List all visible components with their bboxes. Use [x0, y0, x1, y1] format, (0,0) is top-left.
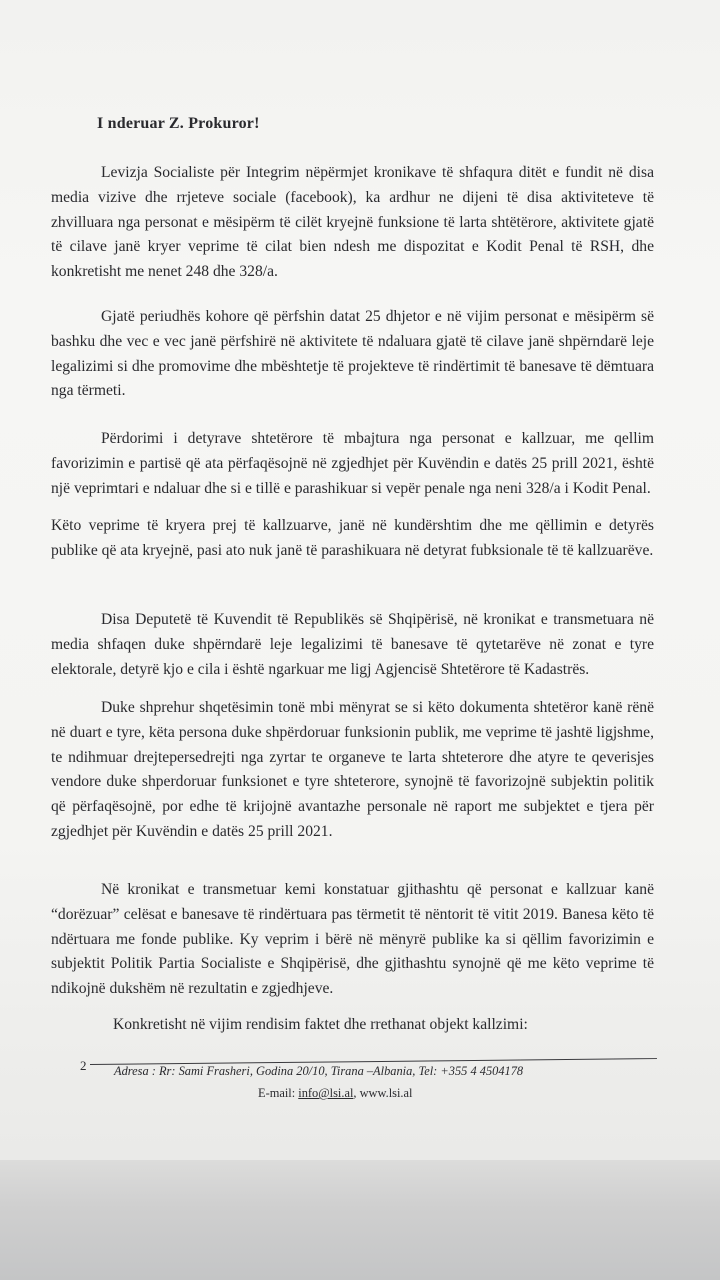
website-link[interactable]: www.lsi.al — [359, 1086, 413, 1100]
email-label: E-mail: — [258, 1086, 299, 1100]
paragraph-6: Duke shprehur shqetësimin tonë mbi mënyrat se si këto dokumenta shtetëror kanë rënë në duart e tyre, këta persona duke shpërdoruar funksionin publik, me veprime të jashtë ligjshme, te ndihmuar drejtepersedrejti nga zyrtar te organeve te larta shteterore dhe atyre te qeverisjes vendore duke shperdoruar funksionet e tyre shteterore, synojnë të favorizojnë subjektin politik që përfaqësojnë, por edhe të krijojnë avantazhe personale në raport me subjektet e tjera për zgjedhjet për Kuvëndin e datës 25 prill 2021. — [51, 699, 654, 840]
contact-separator: , — [353, 1086, 360, 1100]
footer-contact — [258, 1086, 412, 1101]
paragraph-7: Në kronikat e transmetuar kemi konstatuar gjithashtu që personat e kallzuar kanë “dorëzuar” celësat e banesave të rindërtuara pas tërmetit të nëntorit të vitit 2019. Banesa këto të ndërtuara me fonde publike. Ky veprim i bërë në mënyrë publike ka si qëllim favorizimin e subjektit Politik Partia Socialiste e Shqipërisë, dhe gjithashtu synojnë që me këto veprime të ndikojnë dukshëm në rezultatin e zgjedhjeve. — [51, 881, 654, 998]
page-number: 2 — [80, 1058, 87, 1073]
paragraph-4: Këto veprime të kryera prej të kallzuarve, janë në kundërshtim dhe me qëllimin e detyrës publike që ata kryejnë, pasi ato nuk janë të parashikuara në detyrat fubksionale të të kallzuarëve. — [51, 517, 654, 559]
salutation: I nderuar Z. Prokuror! — [97, 115, 260, 132]
paragraph-1: Levizja Socialiste për Integrim nëpërmjet kronikave të shfaqura ditët e fundit në disa media vizive dhe rrjeteve sociale (facebook), ka ardhur ne dijeni të disa aktiviteteve të zhvilluara nga personat e mësipërm të cilët kryejnë funksione të larta shtëtërore, aktivitete gjatë të cilave janë kryer veprime të cilat bien ndesh me dispozitat e Kodit Penal të RSH, dhe konkretisht me nenet 248 dhe 328/a. — [51, 164, 654, 281]
footer-address: Adresa : Rr: Sami Frasheri, Godina 20/10, Tirana –Albania, Tel: +355 4 4504178 — [114, 1064, 524, 1078]
paragraph-8: Konkretisht në vijim rendisim faktet dhe rrethanat objekt kallzimi: — [113, 1016, 528, 1033]
paragraph-2: Gjatë periudhës kohore që përfshin datat 25 dhjetor e në vijim personat e mësipërm së bashku dhe vec e vec janë përfshirë në aktivitete të ndaluara gjatë të cilave janë shpërndarë leje legalizimi si dhe promovime dhe mbështetje të projekteve të rindërtimit të banesave të dëmtuara nga tërmeti. — [51, 308, 654, 400]
paragraph-3: Përdorimi i detyrave shtetërore të mbajtura nga personat e kallzuar, me qellim favorizimin e partisë që ata përfaqësojnë në zgjedhjet për Kuvëndin e datës 25 prill 2021, është një veprimtari e ndaluar dhe si e tillë e parashikuar si vepër penale nga neni 328/a i Kodit Penal. — [51, 430, 654, 497]
email-link[interactable]: info@lsi.al — [298, 1086, 354, 1100]
paragraph-5: Disa Deputetë të Kuvendit të Republikës së Shqipërisë, në kronikat e transmetuara në media shfaqen duke shpërndarë leje legalizimi të banesave të qytetarëve në zonat e tyre elektorale, detyrë kjo e cila i është ngarkuar me ligj Agjencisë Shtetërore të Kadastrës. — [51, 611, 654, 678]
background-surface — [0, 1160, 720, 1280]
